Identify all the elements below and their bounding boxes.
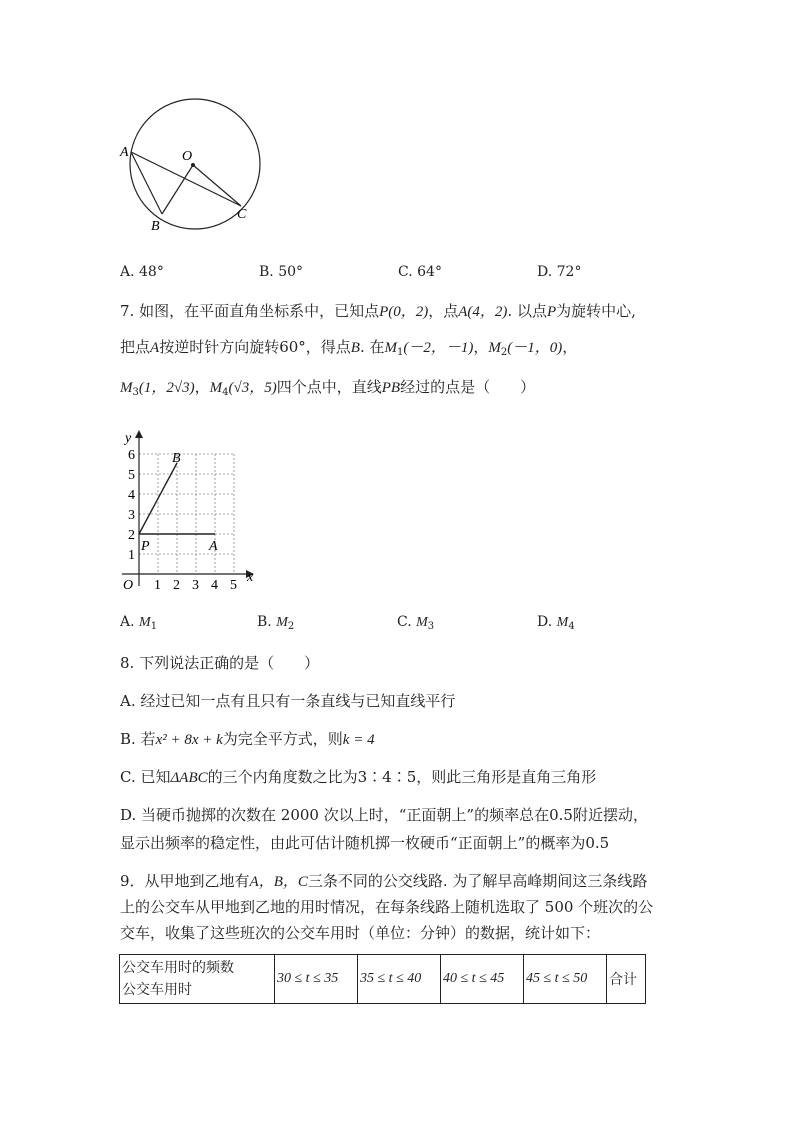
x-tick-3: 3 xyxy=(192,578,199,590)
label-o: O xyxy=(182,149,193,164)
q7-option-b: B. $M_2$ xyxy=(257,614,295,632)
x-tick-5: 5 xyxy=(230,578,237,590)
q8-option-b: B. 若x² + 8x + k为完全平方式，则k = 4 xyxy=(120,730,375,748)
x-tick-4: 4 xyxy=(211,578,218,590)
circle-figure xyxy=(110,92,280,242)
col-35-40: 35 ≤ t ≤ 40 xyxy=(358,955,441,1004)
q7-line1: 7. 如图，在平面直角坐标系中，已知点P(0，2)，点A(4，2). 以点P为旋转中心, xyxy=(120,302,636,320)
q9-line2: 上的公交车从甲地到乙地的用时情况，在每条线路上随机选取了 500 个班次的公 xyxy=(120,898,654,916)
q8-option-c: C. 已知ΔABC的三个内角度数之比为3∶4∶5，则此三角形是直角三角形 xyxy=(120,768,597,786)
origin-label: O xyxy=(123,578,134,590)
coordinate-grid-figure xyxy=(112,424,262,590)
y-tick-2: 2 xyxy=(128,528,135,543)
q6-option-a: A. 48° xyxy=(120,264,164,280)
label-a: A xyxy=(120,145,129,160)
label-b: B xyxy=(151,219,160,234)
x-tick-1: 1 xyxy=(154,578,161,590)
col-total: 合计 xyxy=(607,955,646,1004)
x-tick-labels xyxy=(154,578,237,590)
x-axis-label: x xyxy=(247,570,254,585)
y-tick-3: 3 xyxy=(128,508,135,523)
q8-option-a: A. 经过已知一点有且只有一条直线与已知直线平行 xyxy=(120,692,456,710)
table-row xyxy=(120,955,646,1004)
q7-option-a: A. $M_1$ xyxy=(120,614,158,632)
segment-bo xyxy=(162,165,193,214)
header-line1: 公交车用时的频数 xyxy=(122,960,234,976)
q9-line3: 交车，收集了这些班次的公交车用时（单位：分钟）的数据，统计如下： xyxy=(120,924,601,942)
q6-option-b: B. 50° xyxy=(259,264,304,280)
q9-line1: 9．从甲地到乙地有A，B，C三条不同的公交线路. 为了解早高峰期间这三条线路 xyxy=(120,872,648,890)
point-p-label: P xyxy=(141,539,150,554)
bus-time-table xyxy=(119,954,646,1004)
q7-option-d: D. $M_4$ xyxy=(537,614,575,632)
q8-stem: 8. 下列说法正确的是（ ） xyxy=(120,654,320,672)
col-40-45: 40 ≤ t ≤ 45 xyxy=(441,955,524,1004)
point-b-label: B xyxy=(172,451,181,466)
col-45-50: 45 ≤ t ≤ 50 xyxy=(524,955,607,1004)
q7-line3: $M_3(1$，2√3)，$M_4(√3$，5)四个点中，直线PB经过的点是（ ） xyxy=(120,378,536,398)
y-tick-4: 4 xyxy=(128,488,135,503)
x-tick-2: 2 xyxy=(173,578,180,590)
header-line2: 公交车用时 xyxy=(122,982,192,998)
col-30-35: 30 ≤ t ≤ 35 xyxy=(275,955,358,1004)
chord-ab xyxy=(131,152,162,214)
q7-line2: 把点A按逆时针方向旋转60°，得点B. 在$M_1(-2$，－1)，$M_2(-1$，0)， xyxy=(120,338,578,358)
y-axis-label: y xyxy=(125,431,132,446)
label-c: C xyxy=(237,207,247,222)
table-header-cell xyxy=(120,955,275,1004)
y-tick-5: 5 xyxy=(128,468,135,483)
y-tick-6: 6 xyxy=(128,448,135,463)
y-axis-arrow xyxy=(135,430,143,438)
q8-option-d-line1: D. 当硬币抛掷的次数在 2000 次以上时，“正面朝上”的频率总在0.5附近摆动， xyxy=(120,806,648,824)
q6-option-d: D. 72° xyxy=(537,264,582,280)
y-tick-1: 1 xyxy=(128,548,135,563)
q6-option-c: C. 64° xyxy=(398,264,442,280)
q7-option-c: C. $M_3$ xyxy=(397,614,435,632)
y-tick-labels xyxy=(128,448,135,563)
grid-lines xyxy=(139,454,234,574)
point-a-label: A xyxy=(209,539,218,554)
q8-option-d-line2: 显示出频率的稳定性，由此可估计随机掷一枚硬币“正面朝上”的概率为0.5 xyxy=(120,834,610,852)
